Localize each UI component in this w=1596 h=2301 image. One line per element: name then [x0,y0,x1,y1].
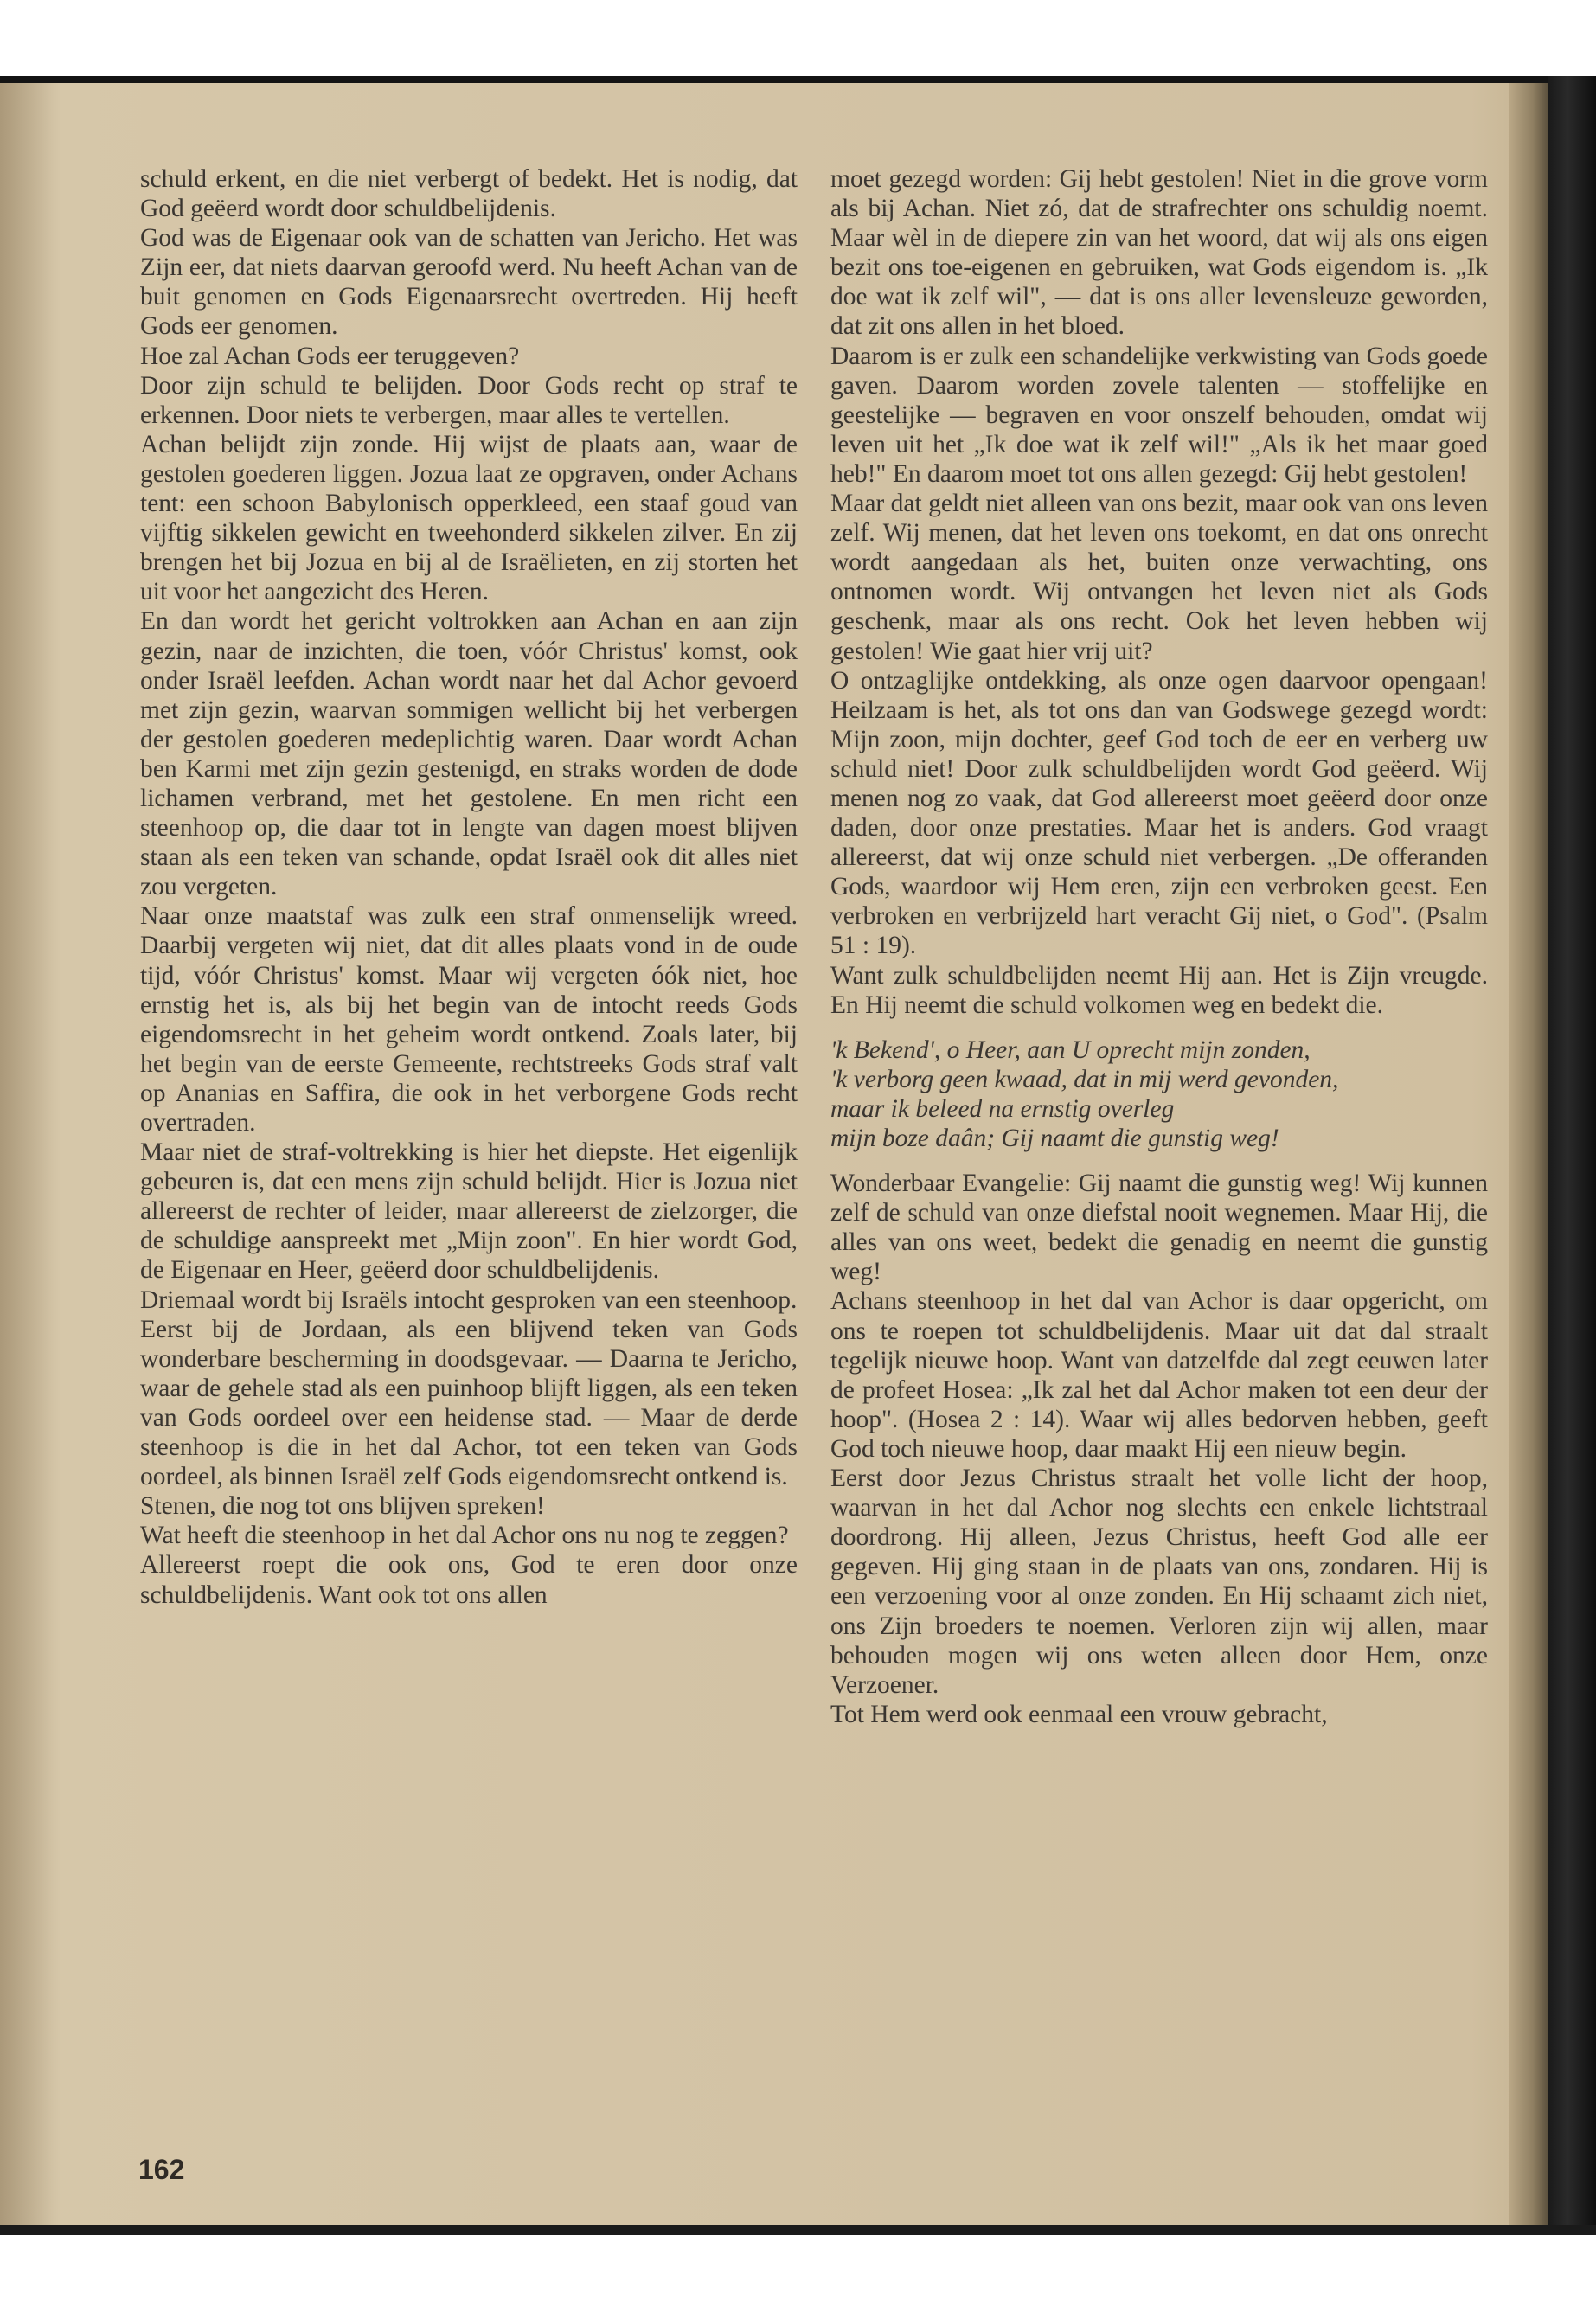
scan-bottom-margin [0,2235,1596,2301]
left-text-column [140,164,798,1610]
book-cover-edge-bottom [0,2225,1596,2235]
paragraph: Naar onze maatstaf was zulk een straf onmenselijk wreed. Daarbij vergeten wij niet, dat dit alles plaats vond in de oude tijd, vóór Christus' komst. Maar wij vergeten óók niet, hoe ernstig het is, als bij het begin van de intocht reeds Gods eigendomsrecht in het geheim wordt ontkend. Zoals later, bij het begin van de eerste Gemeente, rechtstreeks Gods straf valt op Ananias en Saffira, die ook in het verborgene Gods recht overtraden. [140,902,798,1137]
paragraph: schuld erkent, en die niet verbergt of bedekt. Het is nodig, dat God geëerd wordt door schuldbelijdenis. [140,165,798,223]
paragraph: Hoe zal Achan Gods eer teruggeven? [140,342,520,370]
paragraph: Wonderbaar Evangelie: Gij naamt die gunstig weg! Wij kunnen zelf de schuld van onze diefstal nooit wegnemen. Maar Hij, die alles van ons weet, bedekt die genadig en neemt die gunstig weg! [830,1170,1488,1286]
book-cover-edge-right [1548,76,1596,2232]
paragraph: Eerst bij de Jordaan, als een blijvend teken van Gods wonderbare bescherming in doodsgevaar. — Daarna te Jericho, waar de gehele stad als een puinhoop blijft liggen, als een teken van Gods oordeel over een heidense stad. — Maar de derde steenhoop is die in het dal Achor, tot een teken van Gods oordeel, als binnen Israël zelf Gods eigendomsrecht ontkend is. [140,1315,798,1491]
page-spine-shadow [1509,83,1548,2225]
paragraph: Maar niet de straf-voltrekking is hier het diepste. Het eigenlijk gebeuren is, dat een mens zijn schuld belijdt. Hier is Jozua niet allereerst de rechter of leider, maar allereerst de zielzorger, die de schuldige aanspreekt met „Mijn zoon". En hier wordt God, de Eigenaar en Heer, geëerd door schuldbelijdenis. [140,1138,798,1285]
paragraph: Want zulk schuldbelijden neemt Hij aan. Het is Zijn vreugde. En Hij neemt die schuld volkomen weg en bedekt die. [830,961,1488,1019]
paragraph: God was de Eigenaar ook van de schatten van Jericho. Het was Zijn eer, dat niets daarvan geroofd werd. Nu heeft Achan van de buit genomen en Gods Eigenaarsrecht overtreden. Hij heeft Gods eer genomen. [140,224,798,341]
paragraph: Achan belijdt zijn zonde. Hij wijst de plaats aan, waar de gestolen goederen liggen. Jozua laat ze opgraven, onder Achans tent: een schoon Babylonisch opperkleed, een staaf goud van vijftig sikkelen gewicht en tweehonderd sikkelen zilver. En zij brengen het bij Jozua en bij al de Israëlieten, en zij storten het uit voor het aangezicht des Heren. [140,430,798,606]
paragraph: Maar dat geldt niet alleen van ons bezit, maar ook van ons leven zelf. Wij menen, dat het leven ons toekomt, en dat ons onrecht wordt aangedaan als het, buiten onze verwachting, ons ontnomen wordt. Wij ontvangen het leven niet als Gods geschenk, maar als ons recht. Ook het leven hebben wij gestolen! Wie gaat hier vrij uit? [830,490,1488,665]
paragraph: Wat heeft die steenhoop in het dal Achor ons nu nog te zeggen? [140,1522,789,1550]
right-text-column [830,164,1488,1729]
page-number: 162 [138,2154,185,2185]
paragraph: Eerst door Jezus Christus straalt het volle licht der hoop, waarvan in het dal Achor nog slechts een enkele lichtstraal doordrong. Hij alleen, Jezus Christus, heeft God alle eer gegeven. Hij ging staan in de plaats van ons, zondaren. Hij is een verzoening voor al onze zonden. En Hij schaamt zich niet, ons Zijn broeders te noemen. Verloren zijn wij allen, maar behouden mogen wij ons weten alleen door Hem, onze Verzoener. [830,1465,1488,1699]
paragraph: Achans steenhoop in het dal van Achor is daar opgericht, om ons te roepen tot schuldbelijdenis. Maar uit dat dal straalt tegelijk nieuwe hoop. Want van datzelfde dal zegt eeuwen later de profeet Hosea: „Ik zal het dal Achor maken tot een deur der hoop". (Hosea 2 : 14). Waar wij alles bedorven hebben, geeft God toch nieuwe hoop, daar maakt Hij een nieuw begin. [830,1287,1488,1463]
psalm-verse [830,1035,1488,1153]
paragraph: Stenen, die nog tot ons blijven spreken! [140,1492,545,1521]
paragraph: En dan wordt het gericht voltrokken aan Achan en aan zijn gezin, naar de inzichten, die toen, vóór Christus' komst, ook onder Israël leefden. Achan wordt naar het dal Achor gevoerd met zijn gezin, waarvan sommigen wellicht bij het verbergen der gestolen goederen medeplichtig waren. Daar wordt Achan ben Karmi met zijn gezin gestenigd, en straks worden de dode lichamen verbrand, met het gestolene. En men richt een steenhoop op, die daar tot in lengte van dagen moest blijven staan als een teken van schande, opdat Israël ook dit alles niet zou vergeten. [140,607,798,901]
paragraph: Daarom is er zulk een schandelijke verkwisting van Gods goede gaven. Daarom worden zovele talenten — stoffelijke en geestelijke — begraven en voor onszelf behouden, omdat wij leven uit het „Ik doe wat ik zelf wil!" „Als ik het maar goed heb!" En daarom moet tot ons allen gezegd: Gij hebt gestolen! [830,342,1488,488]
paragraph: Tot Hem werd ook eenmaal een vrouw gebracht, [830,1700,1328,1728]
paragraph: O ontzaglijke ontdekking, als onze ogen daarvoor opengaan! Heilzaam is het, als tot ons dan van Godswege gezegd wordt: Mijn zoon, mijn dochter, geef God toch de eer en verberg uw schuld niet! Door zulk schuldbelijden wordt God geëerd. Wij menen nog zo vaak, dat God allereerst moet geëerd door onze daden, door onze prestaties. Maar het is anders. God vraagt allereerst, dat wij onze schuld niet verbergen. „De offeranden Gods, waardoor wij Hem eren, zijn een verbroken geest. Een verbroken en verbrijzeld hart veracht Gij niet, o God". (Psalm 51 : 19). [830,666,1488,960]
poem-line: 'k Bekend', o Heer, aan U oprecht mijn zonden, [830,1035,1311,1064]
paragraph: Driemaal wordt bij Israëls intocht gesproken van een steenhoop. [140,1285,798,1314]
poem-line: maar ik beleed na ernstig overleg [830,1094,1175,1123]
paragraph: moet gezegd worden: Gij hebt gestolen! Niet in die grove vorm als bij Achan. Niet zó, dat de strafrechter ons schuldig noemt. Maar wèl in de diepere zin van het woord, dat wij als ons eigen bezit ons toe-eigenen en gebruiken, wat Gods eigendom is. „Ik doe wat ik zelf wil", — dat is ons aller levensleuze geworden, dat zit ons allen in het bloed. [830,165,1488,341]
poem-line: 'k verborg geen kwaad, dat in mij werd gevonden, [830,1065,1339,1093]
paragraph: Allereerst roept die ook ons, God te eren door onze schuldbelijdenis. Want ook tot ons allen [140,1551,798,1609]
scan-top-margin [0,0,1596,76]
paragraph: Door zijn schuld te belijden. Door Gods recht op straf te erkennen. Door niets te verbergen, maar alles te vertellen. [140,371,798,429]
page-gutter-shadow [0,83,61,2225]
poem-line: mijn boze daân; Gij naamt die gunstig weg! [830,1125,1279,1152]
